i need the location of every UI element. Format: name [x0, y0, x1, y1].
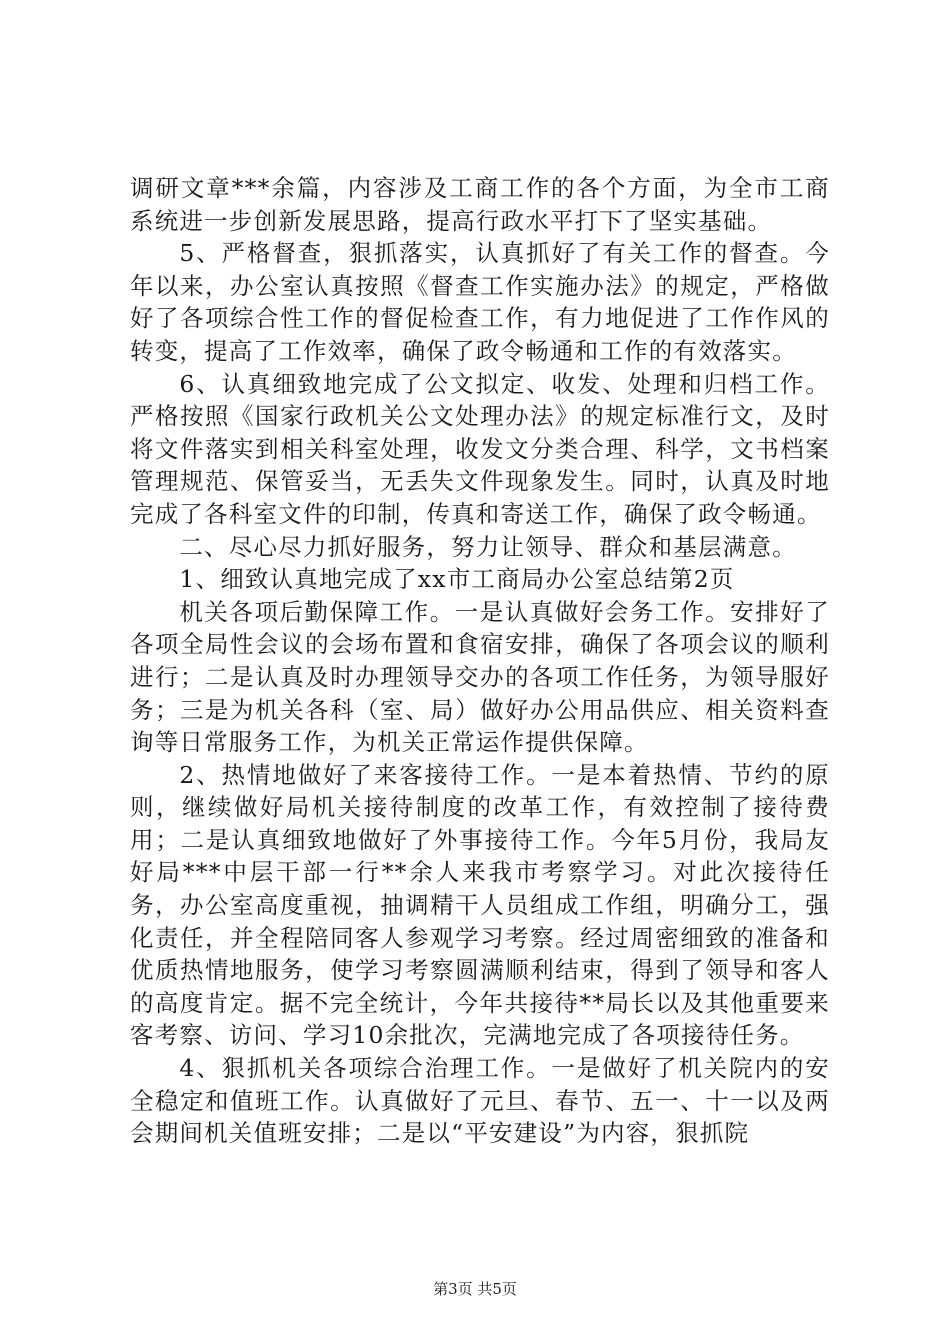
paragraph-7: 2、热情地做好了来客接待工作。一是本着热情、节约的原则，继续做好局机关接待制度的改革工作，有效控制了接待费用；二是认真细致地做好了外事接待工作。今年5月份，我局友好局***中层干部一行**余人来我市考察学习。对此次接待任务，办公室高度重视，抽调精干人员组成工作组，明确分工，强化责任，并全程陪同客人参观学习考察。经过周密细致的准备和优质热情地服务，使学习考察圆满顺利结束，得到了领导和客人的高度肯定。据不完全统计，今年共接待**局长以及其他重要来客考察、访问、学习10余批次，完满地完成了各项接待任务。 — [130, 760, 830, 1050]
paragraph-8: 4、狠抓机关各项综合治理工作。一是做好了机关院内的安全稳定和值班工作。认真做好了元旦、春节、五一、十一以及两会期间机关值班安排；二是以“平安建设”为内容，狠抓院 — [130, 1054, 830, 1148]
paragraph-6: 机关各项后勤保障工作。一是认真做好会务工作。安排好了各项全局性会议的会场布置和食宿安排，确保了各项会议的顺利进行；二是认真及时办理领导交办的各项工作任务，为领导服好务；三是为机关各科（室、局）做好办公用品供应、相关资料查询等日常服务工作，为机关正常运作提供保障。 — [130, 597, 830, 757]
page-footer: 第3页 共5页 — [433, 1280, 517, 1298]
document-body — [130, 172, 830, 1150]
paragraph-1: 调研文章***余篇，内容涉及工商工作的各个方面，为全市工商系统进一步创新发展思路，提高行政水平打下了坚实基础。 — [130, 174, 830, 235]
paragraph-3: 6、认真细致地完成了公文拟定、收发、处理和归档工作。严格按照《国家行政机关公文处理办法》的规定标准行文，及时将文件落实到相关科室处理，收发文分类合理、科学，文书档案管理规范、保管妥当，无丢失文件现象发生。同时，认真及时地完成了各科室文件的印制，传真和寄送工作，确保了政令畅通。 — [130, 369, 830, 528]
section-heading: 二、尽心尽力抓好服务，努力让领导、群众和基层满意。 — [179, 532, 797, 561]
paragraph-2: 5、严格督查，狠抓落实，认真抓好了有关工作的督查。今年以来，办公室认真按照《督查工作实施办法》的规定，严格做好了各项综合性工作的督促检查工作，有力地促进了工作作风的转变，提高了工作效率，确保了政令畅通和工作的有效落实。 — [130, 239, 830, 365]
paragraph-5: 1、细致认真地完成了xx市工商局办公室总结第2页 — [179, 565, 735, 594]
